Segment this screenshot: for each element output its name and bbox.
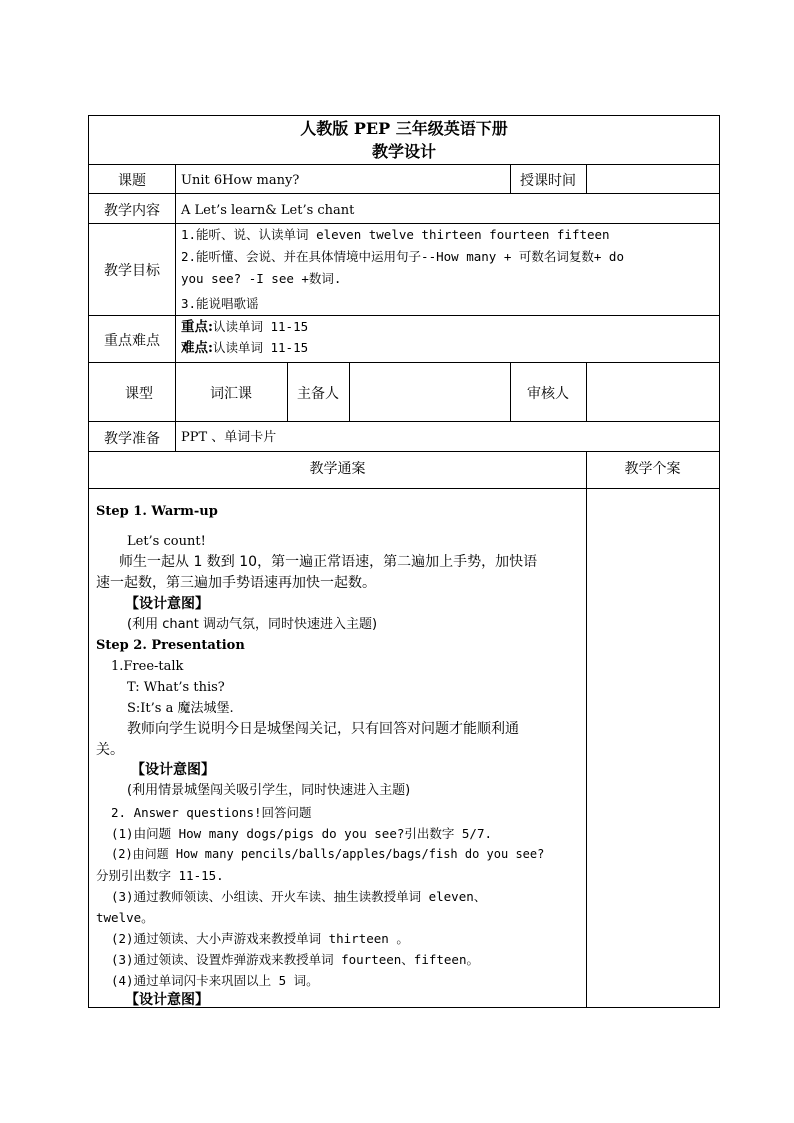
body-line: 2. Answer questions!回答问题 [111,805,312,820]
body-line: T: What’s this? [127,680,225,695]
content-label: 教学内容 [104,203,160,219]
lesson-time-label: 授课时间 [520,173,576,189]
step2-title: Step 2. Presentation [96,638,245,653]
body-line: 教师向学生说明今日是城堡闯关记，只有回答对问题才能顺利通 [127,721,519,737]
preparer-label: 主备人 [297,386,339,402]
difficult-point [181,338,308,358]
keypoints-label: 重点难点 [104,333,160,349]
design-intent-heading: 【设计意图】 [131,762,215,778]
body-line: 速一起数，第三遍加手势语速再加快一起数。 [96,575,376,591]
body-line: 1.Free-talk [111,659,184,674]
preparation-label: 教学准备 [104,431,160,447]
key-point-label: 重点: [181,319,213,335]
divider [586,451,587,1007]
body-line: S:It’s a 魔法城堡. [127,701,234,716]
body-line: (3)通过教师领读、小组读、开火车读、抽生读教授单词 eleven、 [111,889,487,904]
design-intent-heading: 【设计意图】 [125,596,209,612]
difficult-point-label: 难点: [181,340,213,356]
reviewer-label: 审核人 [527,386,569,402]
divider [89,362,719,363]
goal-line: 1.能听、说、认读单词 eleven twelve thirteen fourteen fifteen [181,227,610,242]
lesson-type-value: 词汇课 [210,386,252,402]
body-line: (4)通过单词闪卡来巩固以上 5 词。 [111,973,319,988]
goals-label: 教学目标 [104,263,160,279]
body-line: 师生一起从 1 数到 10，第一遍正常语速，第二遍加上手势，加快语 [119,554,538,570]
divider [89,193,719,194]
body-line: Let’s count! [127,534,206,549]
divider [89,451,719,452]
goal-line: 3.能说唱歌谣 [181,296,259,311]
body-line: (3)通过领读、设置炸弹游戏来教授单词 fourteen、fifteen。 [111,952,479,967]
divider [175,164,176,451]
lesson-type-label: 课型 [125,386,153,402]
divider [89,488,719,489]
design-intent-heading: 【设计意图】 [125,992,209,1008]
divider [89,421,719,422]
body-line: 分别引出数字 11-15. [96,868,224,883]
body-line: (利用 chant 调动气氛，同时快速进入主题) [127,617,378,632]
preparation-value: PPT 、单词卡片 [181,430,277,445]
body-line: (2)由问题 How many pencils/balls/apples/bags/fish do you see? [111,847,545,861]
divider [586,362,587,421]
topic-label: 课题 [118,173,146,189]
key-point-value: 认读单词 11-15 [212,319,309,334]
divider [349,362,350,421]
goal-line: 2.能听懂、会说、并在具体情境中运用句子--How many + 可数名词复数+ do [181,249,624,264]
divider [89,164,719,165]
body-line: (利用情景城堡闯关吸引学生，同时快速进入主题) [127,783,411,798]
divider [89,315,719,316]
common-plan-header: 教学通案 [309,461,366,477]
lesson-plan-table [88,115,720,1008]
body-line: 关。 [96,742,124,758]
body-line: twelve。 [96,910,154,925]
goal-line: you see? -I see +数词. [181,271,342,286]
divider [586,164,587,193]
difficult-point-value: 认读单词 11-15 [212,340,309,355]
divider [89,223,719,224]
individual-plan-header: 教学个案 [624,461,681,477]
topic-value: Unit 6How many? [181,173,300,188]
content-value: A Let’s learn& Let’s chant [181,203,355,218]
body-line: (2)通过领读、大小声游戏来教授单词 thirteen 。 [111,931,409,946]
key-point [181,317,308,337]
document-subtitle: 教学设计 [371,142,436,161]
document-title: 人教版 PEP 三年级英语下册 [300,119,508,138]
body-line: (1)由问题 How many dogs/pigs do you see?引出数字 5/7. [111,826,493,841]
step1-title: Step 1. Warm-up [96,504,218,519]
